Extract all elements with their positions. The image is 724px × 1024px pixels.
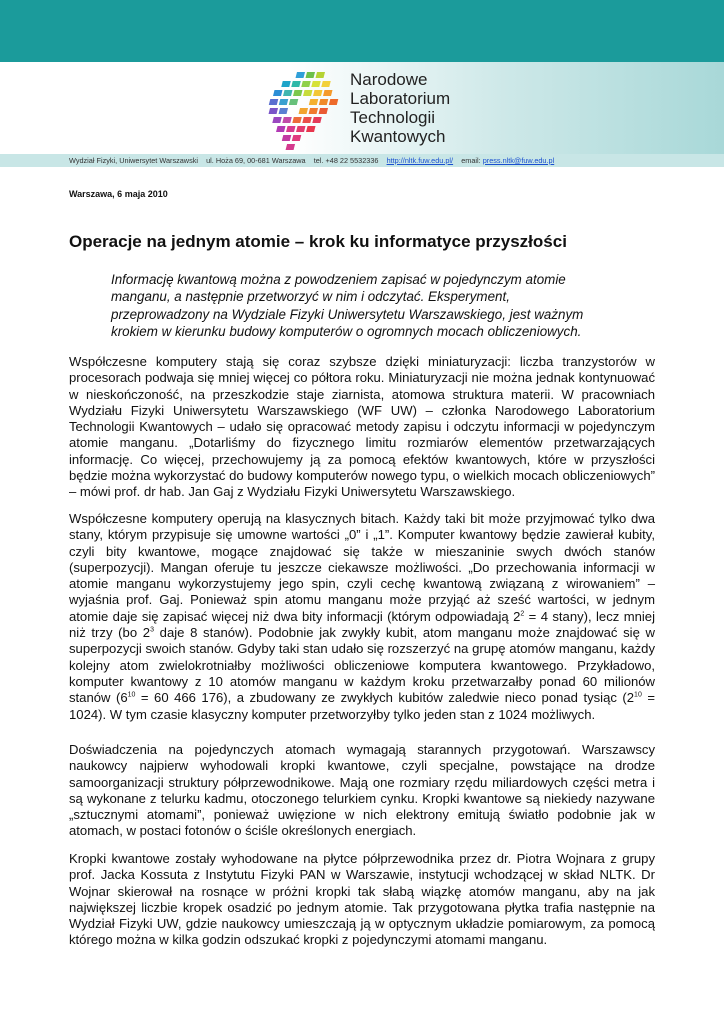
lead-line: Informację kwantową można z powodzeniem zapisać w pojedynczym atomie — [111, 272, 566, 287]
contact-faculty: Wydział Fizyki, Uniwersytet Warszawski — [69, 156, 198, 165]
paragraph-text: = 4 stany), lecz mniej niż trzy (bo 2 — [69, 608, 655, 641]
email-link[interactable]: press.nltk@fuw.edu.pl — [482, 156, 555, 165]
email-label: email: — [461, 156, 481, 165]
paragraph-text: daje 8 stanów). Podobnie jak zwykły kubit, atom manganu może znajdować się w superpozycji swoich stanów. Gdyby taki stan udało się rozszerzyć na grupę atomów manganu, każdy kolejny atom zwielokrotniałby możliwości obliczeniowe komputera kwantowego. Przykładowo, komputer kwantowy z 10 atomów manganu w każdym kroku przetwarzałby ponad 60 milionów stanów (6 — [69, 625, 656, 706]
header-band — [0, 0, 724, 62]
lead-line: manganu, a następnie przetworzyć w nim i odczytać. Eksperyment, — [111, 289, 510, 305]
lead-line: przeprowadzony na Wydziale Fizyki Uniwersytetu Warszawskiego, jest ważnym — [111, 306, 584, 322]
superscript: 10 — [634, 691, 642, 699]
paragraph-text: = 1024). W tym czasie klasyczny komputer przetworzyłby tylko jeden stan z 1024 możliwych. — [69, 690, 655, 722]
lead-line: krokiem w kierunku budowy komputerów o ogromnych mocach obliczeniowych. — [111, 324, 582, 340]
nltk-logo-icon — [258, 68, 348, 154]
paragraph-text: Współczesne komputery operują na klasycznych bitach. Każdy taki bit może przyjmować tylko dwa stany, którym przypisuje się umowne wartości „0” i „1”. Komputer kwantowy będzie zawierał kubity, czyli bity kwantowe, mogące znajdować się także w mieszaninie swych dwóch stanów (superpozycji). Mangan oferuje tu jeszcze ciekawsze możliwości. „Do przechowania informacji w atomie manganu wykorzystujemy jego spin, czyli cechę kwantową związaną z wirowaniem” – wyjaśnia prof. Gaj. Ponieważ spin atomu manganu może przyjąć aż sześć wartości, w jednym atomie daje się zapisać więcej niż dwa bity informacji (którym odpowiadają 2 — [69, 511, 655, 624]
org-name-line: Kwantowych — [350, 127, 446, 146]
contact-phone: tel. +48 22 5532336 — [313, 156, 379, 165]
document-date: Warszawa, 6 maja 2010 — [69, 189, 168, 199]
body-paragraph-1: Współczesne komputery stają się coraz szybsze dzięki miniaturyzacji: liczba tranzystorów w procesorach podwaja się mniej więcej co półtora roku. Miniaturyzacji nie można jednak kontynuować w nieskończoność, na przeszkodzie staje ziarnista, atomowa struktura materii. W pracowniach Wydziału Fizyki Uniwersytetu Warszawskiego (WF UW) – członka Narodowego Laboratorium Technologii Kwantowych – udało się opracować metody zapisu i odczytu informacji w pojedynczym atomie manganu. „Dotarliśmy do fizycznego limitu rozmiarów elementów przetwarzających informację. Co więcej, przechowujemy ją za pomocą efektów kwantowych, które w przyszłości będzie można wykorzystać do budowy komputerów nowego typu, o wielkich mocach obliczeniowych” – mówi prof. dr hab. Jan Gaj z Wydziału Fizyki Uniwersytetu Warszawskiego. — [69, 354, 655, 500]
website-link[interactable]: http://nltk.fuw.edu.pl/ — [386, 156, 454, 165]
body-paragraph-2 — [69, 511, 655, 723]
contact-line — [69, 156, 554, 165]
organization-name — [350, 70, 450, 146]
superscript: 3 — [150, 626, 154, 634]
document-title: Operacje na jednym atomie – krok ku informatyce przyszłości — [69, 232, 567, 251]
org-name-line: Technologii — [350, 108, 436, 127]
superscript: 2 — [520, 610, 525, 618]
body-paragraph-4: Kropki kwantowe zostały wyhodowane na płytce półprzewodnika przez dr. Piotra Wojnara z grupy prof. Jacka Kossuta z Instytutu Fizyki PAN w Warszawie, instytucji wchodzącej w skład NLTK. Dr Wojnar skierował na rosnące w próżni kropki tak słabą wiązkę atomów manganu, aby na jak największej liczbie kropek osadzić po jednym atomie. Tak przygotowana płytka trafia następnie na Wydział Fizyki UW, gdzie naukowcy umieszczają ją w optycznym układzie pomiarowym, za pomocą którego można w kilka godzin odszukać kropki z pojedynczymi atomami manganu. — [69, 851, 655, 948]
lead-paragraph — [111, 271, 631, 341]
org-name-line: Laboratorium — [350, 89, 451, 108]
body-paragraph-3: Doświadczenia na pojedynczych atomach wymagają starannych przygotowań. Warszawscy naukowcy najpierw wyhodowali kropki kwantowe, czyli specjalne, powstające na drodze samoorganizacji struktury półprzewodnikowe. Mają one rozmiary rzędu miliardowych części metra i są wykonane z telurku kadmu, otoczonego telurkiem cynku. Kropki kwantowe są niekiedy nazywane „sztucznymi atomami”, ponieważ uwięzione w nich elektrony emitują światło podobnie jak w atomach, w postaci fotonów o ściśle określonych energiach. — [69, 742, 655, 839]
superscript: 10 — [127, 691, 136, 699]
paragraph-text: = 60 466 176), a zbudowany ze zwykłych kubitów zaledwie nieco ponad tysiąc (2 — [135, 690, 635, 706]
contact-address: ul. Hoża 69, 00-681 Warszawa — [206, 156, 306, 165]
org-name-line: Narodowe — [350, 70, 428, 89]
